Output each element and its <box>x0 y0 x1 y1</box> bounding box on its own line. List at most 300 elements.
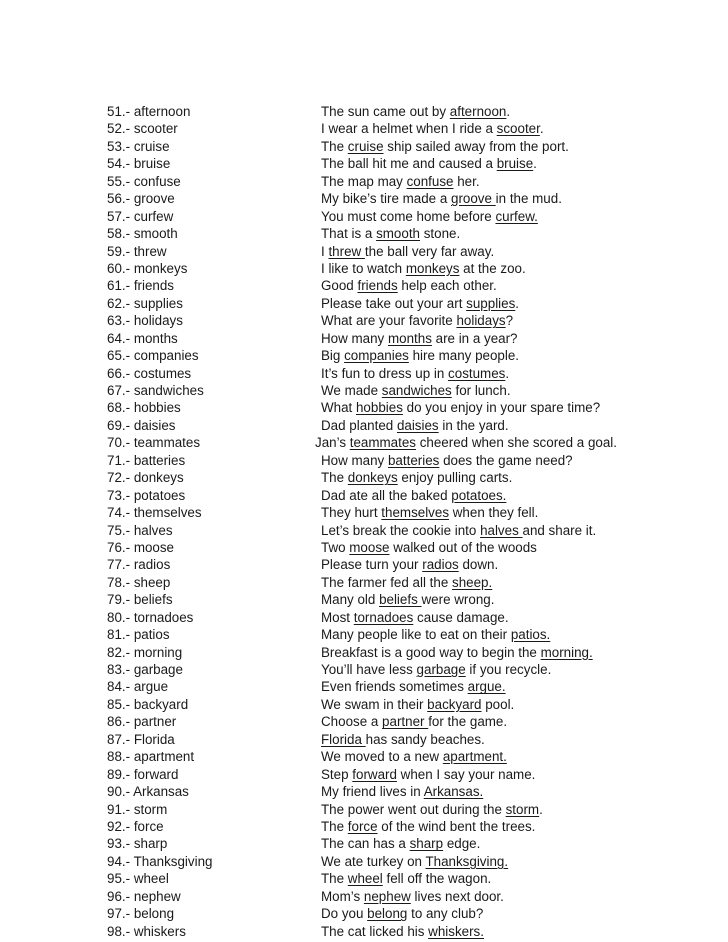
item-number: 93.- <box>107 836 131 852</box>
word-text: smooth <box>133 226 178 242</box>
list-item <box>0 574 728 591</box>
word-text: potatoes <box>133 487 186 503</box>
sentence-text: . <box>506 104 511 119</box>
sentence-text: It’s fun to dress up in <box>321 365 449 381</box>
underlined-word: tornadoes <box>353 609 414 625</box>
underlined-word: afternoon <box>449 104 507 119</box>
sentence-text: We made <box>321 383 382 398</box>
vocab-word <box>107 347 199 364</box>
sentence-text: Do you <box>321 906 368 922</box>
item-number: 65.- <box>107 348 131 364</box>
underlined-word: threw <box>328 243 365 259</box>
item-number: 73.- <box>107 487 131 503</box>
vocab-word <box>107 678 168 695</box>
example-sentence <box>321 766 535 783</box>
sentence-text: The map may <box>321 173 407 189</box>
underlined-word: moose <box>349 539 390 555</box>
underlined-word: whiskers. <box>428 923 484 939</box>
example-sentence <box>321 678 506 695</box>
example-sentence <box>321 591 494 608</box>
sentence-text: Good <box>321 278 358 294</box>
sentence-text: The cat licked his <box>321 923 429 939</box>
vocab-word <box>107 208 173 225</box>
sentence-text: Step <box>321 766 353 782</box>
item-number: 83.- <box>107 662 131 677</box>
sentence-text: for the game. <box>428 714 508 730</box>
word-text: afternoon <box>133 104 191 119</box>
vocab-word <box>107 469 184 486</box>
sentence-text: They hurt <box>321 505 382 521</box>
item-number: 82.- <box>107 644 131 660</box>
vocab-word <box>107 522 173 539</box>
word-text: patios <box>133 627 170 643</box>
underlined-word: forward <box>352 766 397 782</box>
example-sentence <box>321 243 494 260</box>
sentence-text: Dad ate all the baked <box>321 487 452 503</box>
list-item <box>0 870 728 887</box>
underlined-word: themselves <box>381 505 450 521</box>
list-item <box>0 155 728 172</box>
example-sentence <box>321 801 543 818</box>
list-item <box>0 801 728 818</box>
word-text: storm <box>133 801 168 817</box>
list-item <box>0 766 728 783</box>
item-number: 54.- <box>107 156 131 172</box>
example-sentence <box>321 644 593 661</box>
item-number: 64.- <box>107 330 131 346</box>
sentence-text: enjoy pulling carts. <box>397 470 513 486</box>
item-number: 80.- <box>107 609 131 625</box>
vocab-word <box>107 330 178 347</box>
item-number: 63.- <box>107 313 131 329</box>
word-text: moose <box>133 539 175 555</box>
vocab-word <box>107 766 178 783</box>
item-number: 91.- <box>107 801 131 817</box>
underlined-word: sandwiches <box>381 383 452 398</box>
sentence-text: when they fell. <box>449 505 539 521</box>
vocab-word <box>107 452 185 469</box>
word-text: themselves <box>133 505 202 521</box>
example-sentence <box>321 103 510 120</box>
item-number: 60.- <box>107 260 131 276</box>
underlined-word: morning. <box>540 644 593 660</box>
vocab-word <box>107 243 167 260</box>
item-number: 84.- <box>107 679 131 695</box>
list-item <box>0 609 728 626</box>
list-item <box>0 644 728 661</box>
underlined-word: confuse <box>406 173 454 189</box>
word-text: beliefs <box>133 592 173 608</box>
list-item <box>0 696 728 713</box>
item-number: 51.- <box>107 104 131 119</box>
example-sentence <box>321 382 511 399</box>
vocab-word <box>107 783 189 800</box>
sentence-text: Choose a <box>321 714 383 730</box>
item-number: 52.- <box>107 121 131 137</box>
underlined-word: costumes <box>448 365 506 381</box>
list-item <box>0 382 728 399</box>
sentence-text: Many old <box>321 592 380 608</box>
list-item <box>0 277 728 294</box>
vocab-word <box>107 434 200 451</box>
item-number: 86.- <box>107 714 131 730</box>
example-sentence <box>321 173 480 190</box>
sentence-text: walked out of the woods <box>389 539 537 555</box>
sentence-text: You must come home before <box>321 208 496 224</box>
list-item <box>0 208 728 225</box>
sentence-text: The <box>321 470 348 486</box>
word-text: sharp <box>133 836 168 852</box>
underlined-word: force <box>347 818 378 834</box>
list-item <box>0 626 728 643</box>
item-number: 98.- <box>107 923 131 939</box>
vocab-word <box>107 609 193 626</box>
item-number: 68.- <box>107 400 131 416</box>
vocab-word <box>107 190 175 207</box>
sentence-text: How many <box>321 330 388 346</box>
example-sentence <box>321 155 537 172</box>
list-item <box>0 243 728 260</box>
example-sentence <box>315 434 617 451</box>
sentence-text: her. <box>453 173 480 189</box>
word-text: groove <box>133 191 175 207</box>
word-text: forward <box>133 766 179 782</box>
item-number: 88.- <box>107 749 131 765</box>
sentence-text: . <box>515 295 520 311</box>
sentence-text: We moved to a new <box>321 749 443 765</box>
vocab-word <box>107 225 178 242</box>
item-number: 69.- <box>107 417 131 433</box>
underlined-word: patios. <box>510 627 551 643</box>
vocab-word <box>107 138 170 155</box>
word-text: teammates <box>133 435 201 451</box>
sentence-text: and share it. <box>522 522 597 538</box>
sentence-text: The ball hit me and caused a <box>321 156 497 172</box>
word-text: radios <box>133 557 171 573</box>
underlined-word: daisies <box>396 417 439 433</box>
word-text: backyard <box>133 696 189 712</box>
underlined-word: friends <box>357 278 398 294</box>
sentence-text: Dad planted <box>321 417 397 433</box>
example-sentence <box>321 260 526 277</box>
sentence-text: . <box>533 156 537 172</box>
list-item <box>0 452 728 469</box>
example-sentence <box>321 469 512 486</box>
example-sentence <box>321 783 483 800</box>
underlined-word: curfew. <box>495 208 538 224</box>
word-text: sandwiches <box>133 383 204 398</box>
sentence-text: Most <box>321 609 354 625</box>
sentence-text: You’ll have less <box>321 662 417 677</box>
vocab-word <box>107 626 170 643</box>
sentence-text: The sun came out by <box>321 104 450 119</box>
sentence-text: Mom’s <box>321 888 364 904</box>
underlined-word: Florida <box>321 731 366 747</box>
sentence-text: in the yard. <box>438 417 509 433</box>
vocab-word <box>107 103 190 120</box>
vocab-word <box>107 661 183 678</box>
item-number: 77.- <box>107 557 131 573</box>
word-text: morning <box>133 644 183 660</box>
sentence-text: were wrong. <box>421 592 495 608</box>
vocab-word <box>107 591 173 608</box>
sentence-text: My friend lives in <box>321 784 424 800</box>
item-number: 92.- <box>107 818 131 834</box>
underlined-word: backyard <box>427 696 482 712</box>
item-number: 70.- <box>107 435 131 451</box>
sentence-text: Please take out your art <box>321 295 467 311</box>
underlined-word: donkeys <box>347 470 398 486</box>
sentence-text: hire many people. <box>408 348 520 364</box>
example-sentence <box>321 138 569 155</box>
sentence-text: Please turn your <box>321 557 423 573</box>
vocab-word <box>107 155 170 172</box>
example-sentence <box>321 626 550 643</box>
underlined-word: potatoes. <box>451 487 507 503</box>
example-sentence <box>321 399 600 416</box>
word-text: bruise <box>133 156 171 172</box>
vocab-word <box>107 365 191 382</box>
sentence-text: do you enjoy in your spare time? <box>402 400 601 416</box>
underlined-word: beliefs <box>379 592 422 608</box>
sentence-text: if you recycle. <box>465 662 552 677</box>
word-text: threw <box>133 243 167 259</box>
example-sentence <box>321 923 484 940</box>
word-text: belong <box>133 906 175 922</box>
item-number: 74.- <box>107 505 131 521</box>
word-list <box>0 103 728 940</box>
sentence-text: cause damage. <box>413 609 509 625</box>
example-sentence <box>321 208 538 225</box>
word-text: halves <box>133 522 173 538</box>
example-sentence <box>321 731 485 748</box>
word-text: Florida <box>133 731 175 747</box>
word-text: force <box>133 818 164 834</box>
word-text: cruise <box>133 138 170 154</box>
example-sentence <box>321 818 535 835</box>
item-number: 55.- <box>107 173 131 189</box>
vocab-word <box>107 853 212 870</box>
sentence-text: down. <box>458 557 499 573</box>
example-sentence <box>321 452 573 469</box>
example-sentence <box>321 748 507 765</box>
example-sentence <box>321 295 519 312</box>
list-item <box>0 522 728 539</box>
list-item <box>0 173 728 190</box>
item-number: 66.- <box>107 365 131 381</box>
example-sentence <box>321 609 509 626</box>
example-sentence <box>321 661 551 678</box>
list-item <box>0 190 728 207</box>
word-text: curfew <box>133 208 174 224</box>
underlined-word: cruise <box>347 138 384 154</box>
item-number: 90.- <box>107 784 131 800</box>
underlined-word: teammates <box>349 435 416 451</box>
word-text: hobbies <box>133 400 181 416</box>
vocab-word <box>107 173 181 190</box>
underlined-word: radios <box>422 557 459 573</box>
item-number: 53.- <box>107 138 131 154</box>
list-item <box>0 905 728 922</box>
sentence-text: We swam in their <box>321 696 428 712</box>
list-item <box>0 835 728 852</box>
underlined-word: Arkansas. <box>423 784 484 800</box>
sentence-text: in the mud. <box>495 191 562 207</box>
vocab-word <box>107 120 178 137</box>
item-number: 87.- <box>107 731 131 747</box>
underlined-word: groove <box>451 191 496 207</box>
list-item <box>0 330 728 347</box>
list-item <box>0 539 728 556</box>
sentence-text: stone. <box>420 226 461 242</box>
underlined-word: bruise <box>496 156 534 172</box>
word-text: donkeys <box>133 470 184 486</box>
example-sentence <box>321 417 509 434</box>
underlined-word: scooter <box>496 121 540 137</box>
vocab-word <box>107 277 174 294</box>
item-number: 59.- <box>107 243 131 259</box>
item-number: 76.- <box>107 539 131 555</box>
sentence-text: I <box>321 243 329 259</box>
word-text: whiskers <box>133 923 186 939</box>
sentence-text: The <box>321 138 348 154</box>
list-item <box>0 923 728 940</box>
list-item <box>0 138 728 155</box>
word-text: apartment <box>133 749 195 765</box>
word-text: partner <box>133 714 177 730</box>
example-sentence <box>321 347 519 364</box>
item-number: 79.- <box>107 592 131 608</box>
list-item <box>0 783 728 800</box>
list-item <box>0 661 728 678</box>
sentence-text: What <box>321 400 356 416</box>
underlined-word: hobbies <box>355 400 403 416</box>
item-number: 72.- <box>107 470 131 486</box>
list-item <box>0 260 728 277</box>
sentence-text: The <box>321 871 348 887</box>
sentence-text: Breakfast is a good way to begin the <box>321 644 541 660</box>
underlined-word: supplies <box>466 295 516 311</box>
example-sentence <box>321 853 508 870</box>
sentence-text: The can has a <box>321 836 410 852</box>
vocab-word <box>107 539 174 556</box>
sentence-text: . <box>539 801 543 817</box>
list-item <box>0 469 728 486</box>
example-sentence <box>321 522 596 539</box>
underlined-word: belong <box>367 906 408 922</box>
list-item <box>0 434 728 451</box>
list-item <box>0 399 728 416</box>
list-item <box>0 556 728 573</box>
underlined-word: holidays <box>456 313 506 329</box>
example-sentence <box>321 277 497 294</box>
sentence-text: pool. <box>481 696 515 712</box>
vocab-word <box>107 801 167 818</box>
example-sentence <box>321 888 504 905</box>
vocab-word <box>107 399 181 416</box>
example-sentence <box>321 190 562 207</box>
sentence-text: How many <box>321 452 388 468</box>
underlined-word: sharp <box>409 836 444 852</box>
vocab-word <box>107 295 183 312</box>
example-sentence <box>321 870 491 887</box>
underlined-word: smooth <box>376 226 420 242</box>
list-item <box>0 225 728 242</box>
item-number: 78.- <box>107 574 131 590</box>
vocab-word <box>107 487 185 504</box>
item-number: 85.- <box>107 696 131 712</box>
sentence-text: . <box>539 121 544 137</box>
vocab-word <box>107 923 186 940</box>
vocab-word <box>107 713 176 730</box>
vocab-word <box>107 644 182 661</box>
example-sentence <box>321 504 538 521</box>
sentence-text: Let’s break the cookie into <box>321 522 481 538</box>
vocab-word <box>107 888 181 905</box>
vocab-word <box>107 731 175 748</box>
vocab-word <box>107 382 204 399</box>
sentence-text: cheered when she scored a goal. <box>415 435 617 451</box>
sentence-text: ship sailed away from the port. <box>383 138 569 154</box>
list-item <box>0 312 728 329</box>
list-item <box>0 417 728 434</box>
item-number: 75.- <box>107 522 131 538</box>
list-item <box>0 504 728 521</box>
sentence-text: the ball very far away. <box>364 243 495 259</box>
word-text: wheel <box>133 871 169 887</box>
list-item <box>0 487 728 504</box>
example-sentence <box>321 120 544 137</box>
example-sentence <box>321 487 506 504</box>
vocab-word <box>107 312 183 329</box>
list-item <box>0 748 728 765</box>
word-text: costumes <box>133 365 192 381</box>
example-sentence <box>321 696 514 713</box>
sentence-text: of the wind bent the trees. <box>377 818 536 834</box>
vocab-word <box>107 818 164 835</box>
word-text: monkeys <box>133 260 188 276</box>
word-text: sheep <box>133 574 171 590</box>
item-number: 94.- <box>107 853 131 869</box>
word-text: batteries <box>133 452 186 468</box>
sentence-text: That is a <box>321 226 377 242</box>
word-text: nephew <box>133 888 181 904</box>
item-number: 57.- <box>107 208 131 224</box>
item-number: 67.- <box>107 383 131 398</box>
example-sentence <box>321 365 509 382</box>
underlined-word: apartment. <box>442 749 507 765</box>
item-number: 56.- <box>107 191 131 207</box>
sentence-text: at the zoo. <box>459 260 526 276</box>
vocab-word <box>107 260 187 277</box>
sentence-text: The power went out during the <box>321 801 506 817</box>
example-sentence <box>321 330 518 347</box>
list-item <box>0 295 728 312</box>
underlined-word: wheel <box>347 871 383 887</box>
underlined-word: halves <box>480 522 523 538</box>
word-text: garbage <box>133 662 183 677</box>
vocab-word <box>107 556 170 573</box>
word-text: supplies <box>133 295 183 311</box>
list-item <box>0 818 728 835</box>
list-item <box>0 713 728 730</box>
sentence-text: My bike’s tire made a <box>321 191 451 207</box>
underlined-word: nephew <box>363 888 411 904</box>
underlined-word: months <box>387 330 432 346</box>
sentence-text: The farmer fed all the <box>321 574 452 590</box>
sentence-text: I wear a helmet when I ride a <box>321 121 497 137</box>
sentence-text: Big <box>321 348 345 364</box>
